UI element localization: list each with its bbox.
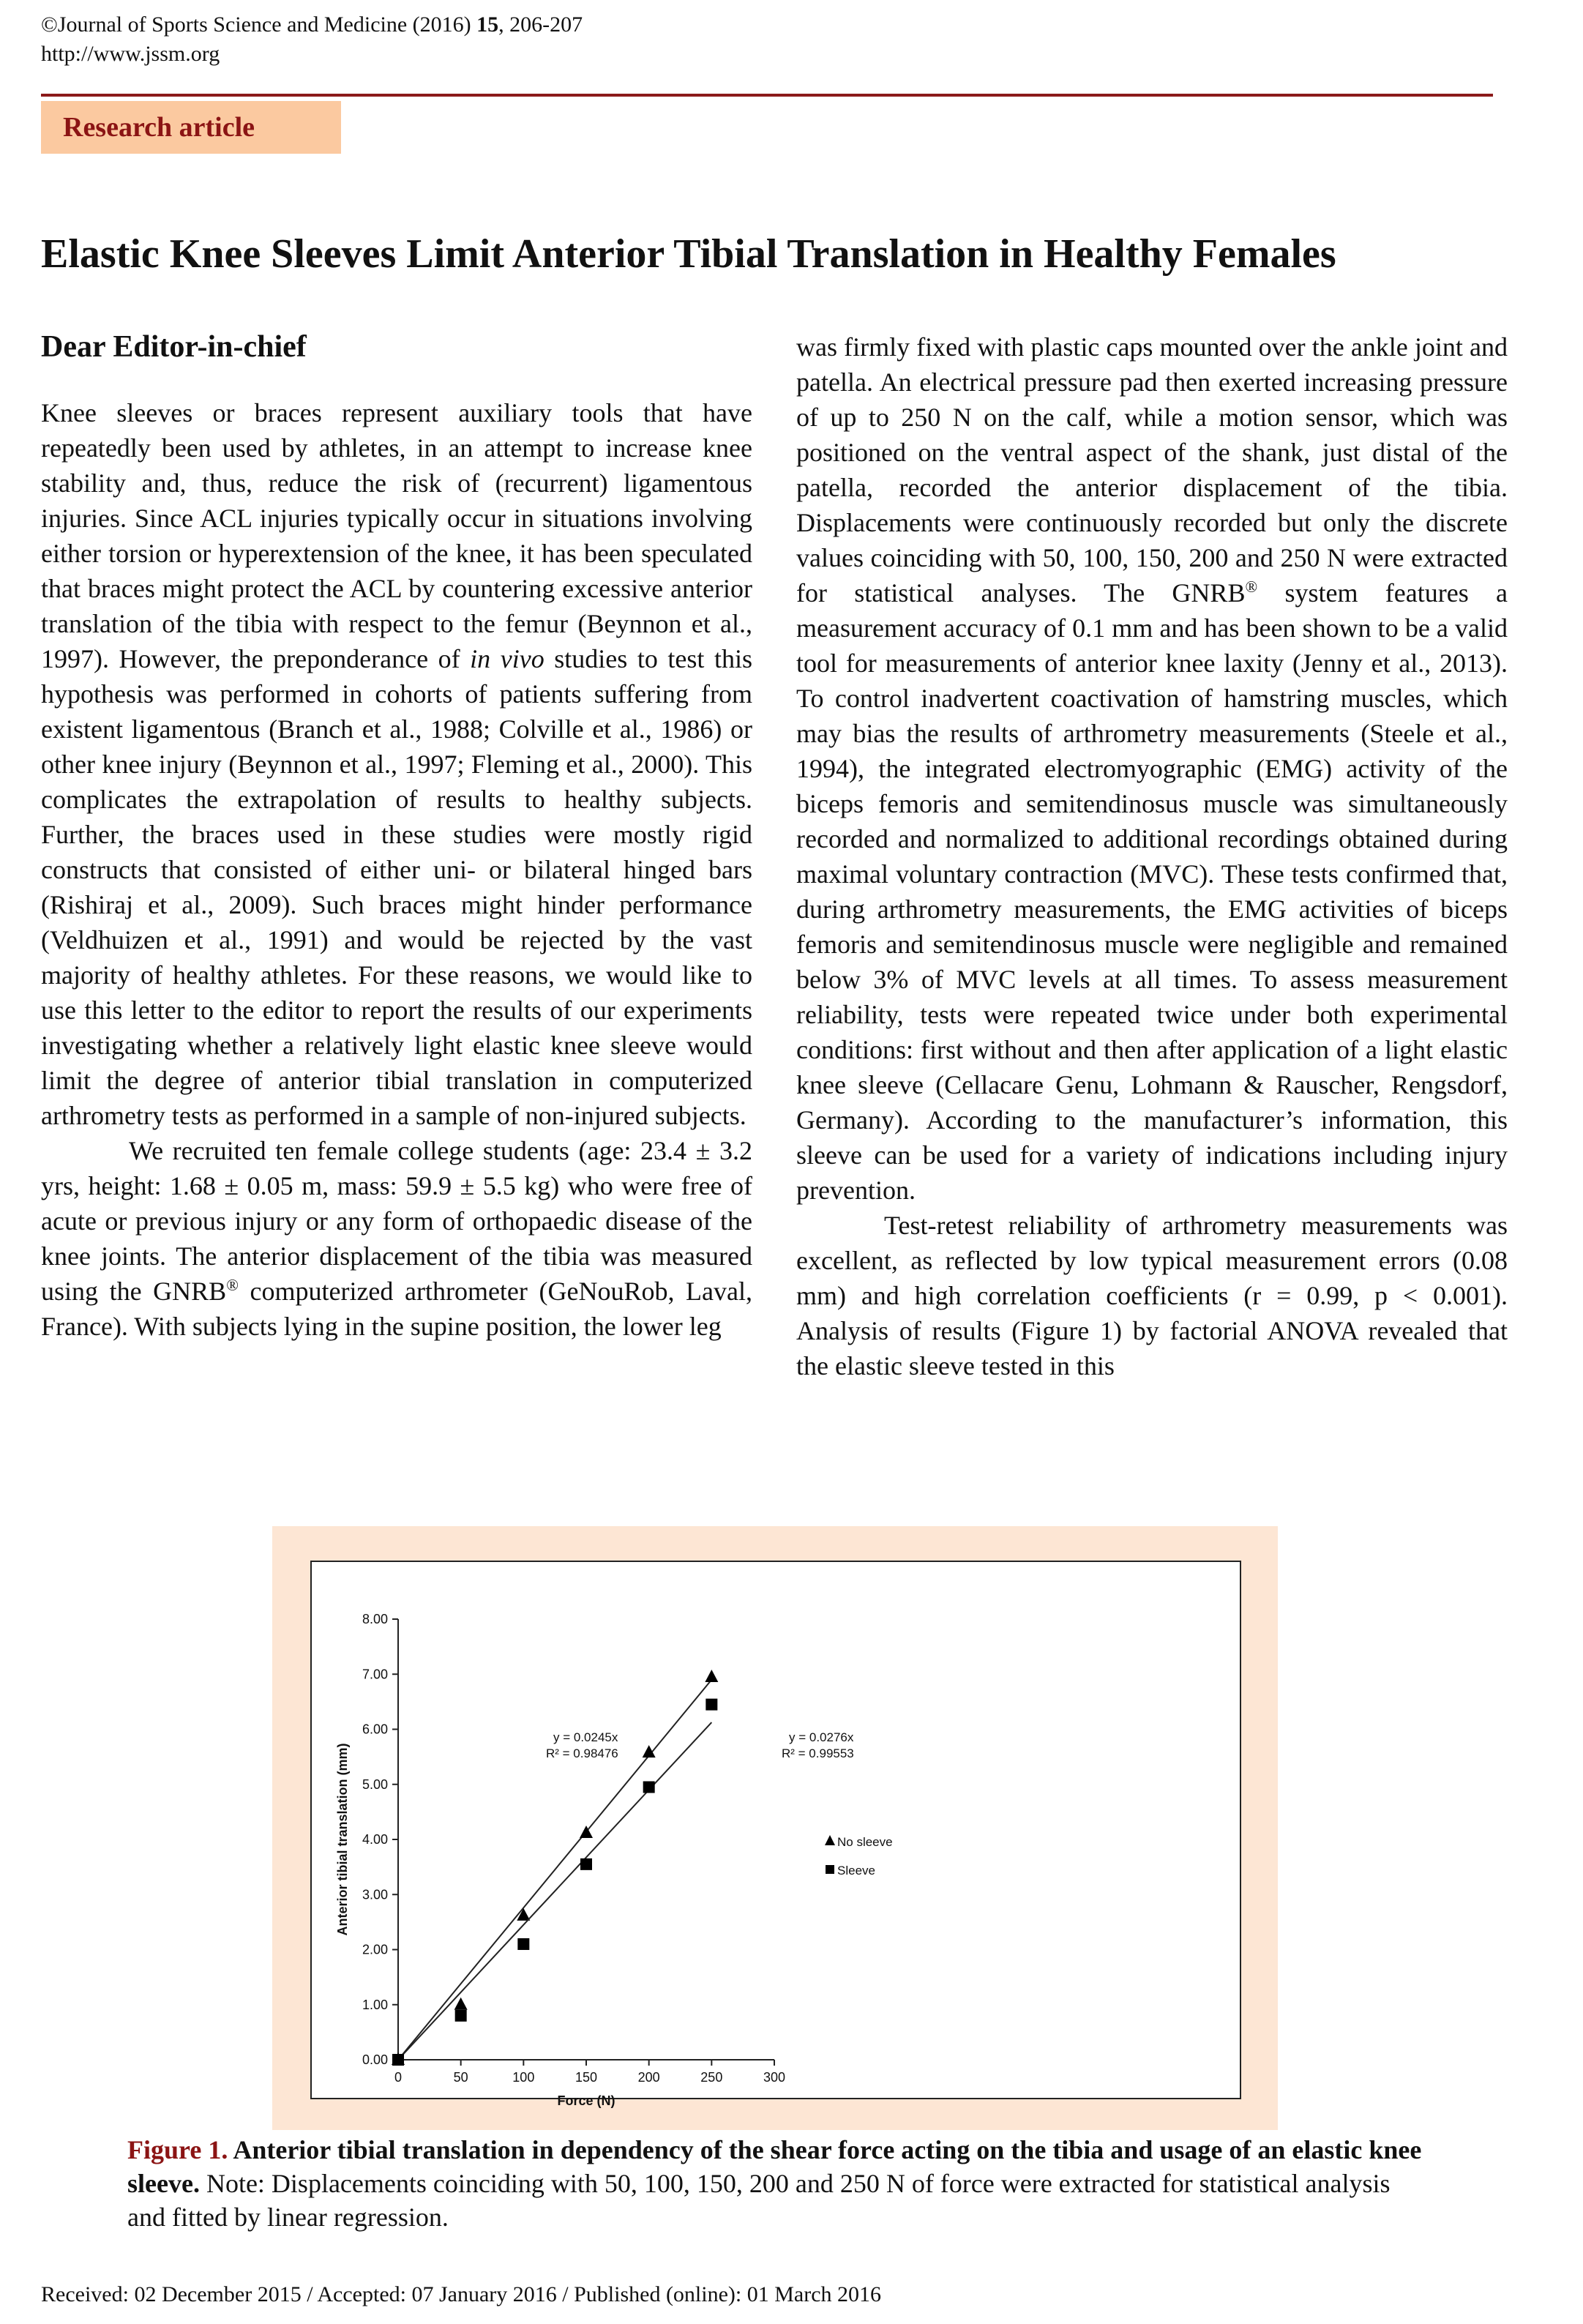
journal-url[interactable]: http://www.jssm.org: [41, 42, 220, 66]
journal-pages: , 206-207: [498, 12, 583, 37]
data-point-no-sleeve: [454, 1998, 468, 2010]
x-tick-label: 300: [763, 2070, 786, 2085]
journal-volume: 15: [476, 12, 499, 37]
data-point-sleeve: [392, 2054, 404, 2066]
y-tick-label: 5.00: [362, 1776, 388, 1792]
y-axis-label: Anterior tibial translation (mm): [335, 1743, 350, 1936]
data-point-sleeve: [580, 1858, 592, 1870]
figure-caption: [127, 2133, 1430, 2234]
publication-dates: Received: 02 December 2015 / Accepted: 07 January 2016 / Published (online): 01 March 2016: [41, 2282, 882, 2306]
y-tick-label: 3.00: [362, 1887, 388, 1902]
data-point-sleeve: [706, 1699, 717, 1711]
journal-name: ©Journal of Sports Science and Medicine (2016): [41, 12, 477, 37]
y-tick-label: 6.00: [362, 1722, 388, 1737]
legend-label-no-sleeve: No sleeve: [837, 1835, 893, 1849]
article-type-label: Research article: [63, 112, 255, 143]
y-tick-label: 7.00: [362, 1667, 388, 1682]
journal-header: [41, 10, 583, 69]
article-type-badge: [41, 101, 341, 154]
salutation: Dear Editor-in-chief: [41, 330, 307, 364]
trend-r2-sleeve: R² = 0.98476: [546, 1746, 618, 1760]
trend-equation-sleeve: y = 0.0245x: [553, 1730, 618, 1744]
scatter-chart: [312, 1562, 1240, 2108]
paragraph: We recruited ten female college students (age: 23.4 ± 3.2 yrs, height: 1.68 ± 0.05 m, mass: 59.9 ± 5.5 kg) who were free of acute or previous injury or any form of orthopaedic disease of the knee joints. The anterior displacement of the tibia was measured using the GNRB® computerized arthrometer (GeNouRob, Laval, France). With subjects lying in the supine position, the lower leg: [41, 1136, 752, 1341]
text-column-left: [41, 395, 752, 1344]
header-divider: [41, 94, 1493, 97]
figure-note: Note: Displacements coinciding with 50, 100, 150, 200 and 250 N of force were extracted for statistical analysis and fitted by linear regression.: [127, 2169, 1391, 2232]
x-tick-label: 50: [453, 2070, 468, 2085]
figure-label: Figure 1.: [127, 2135, 228, 2164]
x-axis-label: Force (N): [557, 2093, 615, 2108]
figure-title: Anterior tibial translation in dependency of the shear force acting on the tibia and usage of an elastic knee sleeve.: [127, 2135, 1422, 2198]
journal-citation: [41, 10, 583, 40]
data-point-sleeve: [517, 1938, 529, 1950]
y-tick-label: 1.00: [362, 1997, 388, 2012]
article-title: Elastic Knee Sleeves Limit Anterior Tibial Translation in Healthy Females: [41, 231, 1336, 277]
data-point-sleeve: [643, 1782, 655, 1793]
x-tick-label: 0: [394, 2070, 403, 2085]
trend-equation-no-sleeve: y = 0.0276x: [789, 1730, 854, 1744]
legend-label-sleeve: Sleeve: [837, 1864, 875, 1877]
legend-marker-sleeve: [826, 1865, 834, 1874]
paragraph: Test-retest reliability of arthrometry measurements was excellent, as reflected by low typical measurement errors (0.08 mm) and high correlation coefficients (r = 0.99, p < 0.001). Analysis of results (Figure 1) by factorial ANOVA revealed that the elastic sleeve tested in this: [796, 1211, 1508, 1380]
y-tick-label: 8.00: [362, 1612, 388, 1626]
data-point-sleeve: [455, 2010, 467, 2022]
text-column-right: [796, 329, 1508, 1383]
trend-r2-no-sleeve: R² = 0.99553: [782, 1746, 854, 1760]
data-point-no-sleeve: [580, 1826, 593, 1838]
x-tick-label: 150: [575, 2070, 598, 2085]
trendline-sleeve: [398, 1722, 711, 2060]
x-tick-label: 100: [512, 2070, 535, 2085]
y-tick-label: 4.00: [362, 1832, 388, 1847]
paragraph: Knee sleeves or braces represent auxiliary tools that have repeatedly been used by athletes, in an attempt to increase knee stability and, thus, reduce the risk of (recurrent) ligamentous injuries. Since ACL injuries typically occur in situations involving either torsion or hyperextension of the knee, it has been speculated that braces might protect the ACL by countering excessive anterior translation of the tibia with respect to the femur (Beynnon et al., 1997). However, the preponderance of in vivo studies to test this hypothesis was performed in cohorts of patients suffering from existent ligamentous (Branch et al., 1988; Colville et al., 1986) or other knee injury (Beynnon et al., 1997; Fleming et al., 2000). This complicates the extrapolation of results to healthy subjects. Further, the braces used in these studies were mostly rigid constructs that consisted of either uni- or bilateral hinged bars (Rishiraj et al., 2009). Such braces might hinder performance (Veldhuizen et al., 1991) and would be rejected by the vast majority of healthy athletes. For these reasons, we would like to use this letter to the editor to report the results of our experiments investigating whether a relatively light elastic knee sleeve would limit the degree of anterior tibial translation in computerized arthrometry tests as performed in a sample of non-injured subjects.: [41, 398, 752, 1130]
data-point-no-sleeve: [643, 1745, 656, 1757]
legend-marker-no-sleeve: [825, 1835, 835, 1845]
y-tick-label: 0.00: [362, 2052, 388, 2067]
figure-chart-frame: [310, 1561, 1241, 2108]
x-tick-label: 250: [700, 2070, 723, 2085]
y-tick-label: 2.00: [362, 1942, 388, 1957]
paragraph: was firmly fixed with plastic caps mounted over the ankle joint and patella. An electrical pressure pad then exerted increasing pressure of up to 250 N on the calf, while a motion sensor, which was positioned on the ventral aspect of the shank, just distal of the patella, recorded the anterior displacement of the tibia. Displacements were continuously recorded but only the discrete values coinciding with 50, 100, 150, 200 and 250 N were extracted for statistical analyses. The GNRB® system features a measurement accuracy of 0.1 mm and has been shown to be a valid tool for measurements of anterior knee laxity (Jenny et al., 2013). To control inadvertent coactivation of hamstring muscles, which may bias the results of arthrometry measurements (Steele et al., 1994), the integrated electromyographic (EMG) activity of the biceps femoris and semitendinosus muscle was simultaneously recorded and normalized to additional recordings obtained during maximal voluntary contraction (MVC). These tests confirmed that, during arthrometry measurements, the EMG activities of biceps femoris and semitendinosus muscle were negligible and remained below 3% of MVC levels at all times. To assess measurement reliability, tests were repeated twice under both experimental conditions: first without and then after application of a light elastic knee sleeve (Cellacare Genu, Lohmann & Rauscher, Rengsdorf, Germany). According to the manufacturer’s information, this sleeve can be used for a variety of indications including injury prevention.: [796, 332, 1508, 1205]
data-point-no-sleeve: [705, 1670, 718, 1682]
x-tick-label: 200: [637, 2070, 660, 2085]
